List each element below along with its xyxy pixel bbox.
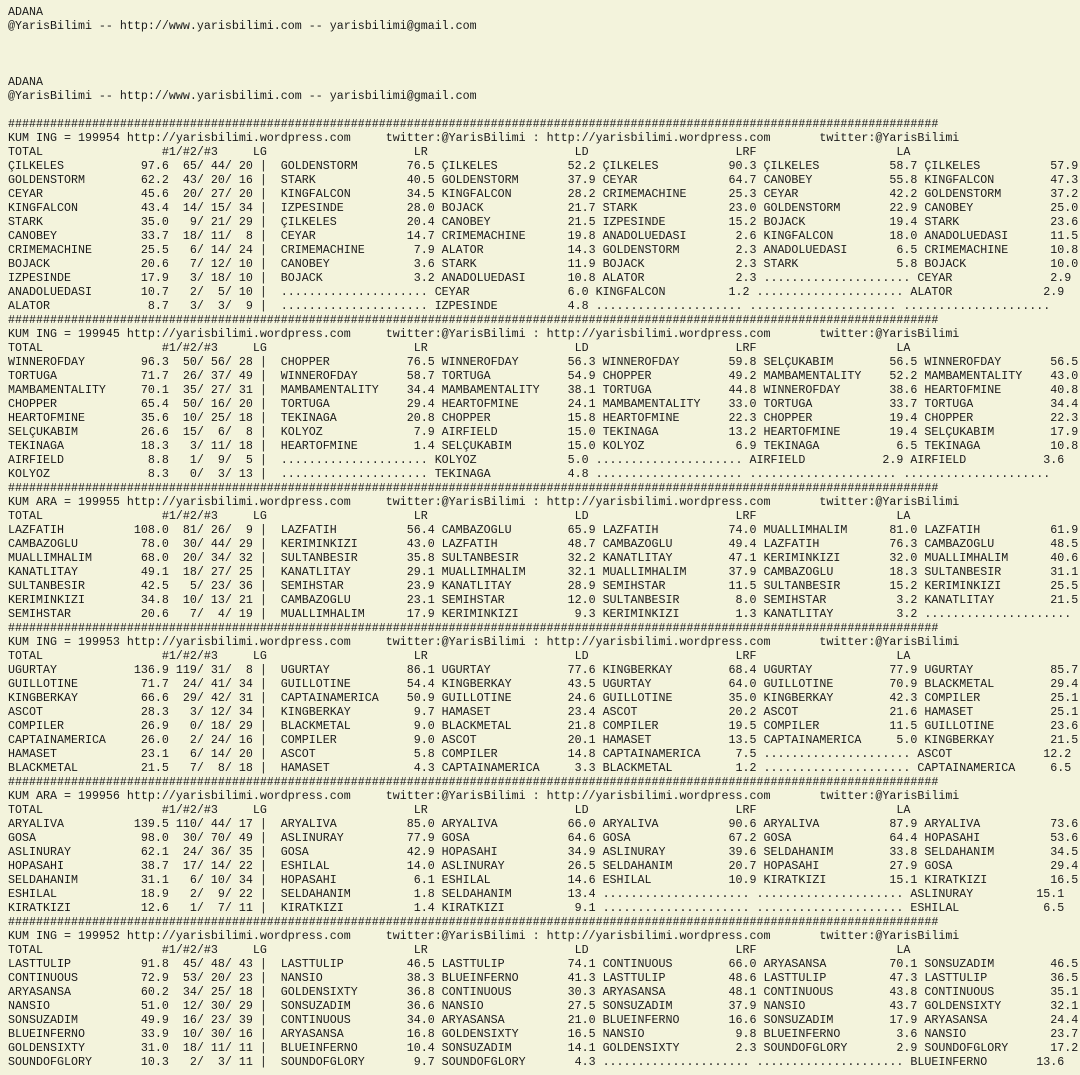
table-row: KINGFALCON 43.4 14/ 15/ 34 | IZPESINDE 28.0 BOJACK 21.7 STARK 23.0 GOLDENSTORM 22.9 CANOBEY 25.0: [8, 201, 1079, 215]
table-row: GOLDENSTORM 62.2 43/ 20/ 16 | STARK 40.5 GOLDENSTORM 37.9 CEYAR 64.7 CANOBEY 55.8 KINGFALCON 47.3: [8, 173, 1079, 187]
table-row: SONSUZADIM 49.9 16/ 23/ 39 | CONTINUOUS 34.0 ARYASANSA 21.0 BLUEINFERNO 16.6 SONSUZADIM 17.9 ARYASANSA 24.4: [8, 1013, 1079, 1027]
table-row: HOPASAHI 38.7 17/ 14/ 22 | ESHILAL 14.0 ASLINURAY 26.5 SELDAHANIM 20.7 HOPASAHI 27.9 GOSA 29.4: [8, 859, 1079, 873]
table-row: CAPTAINAMERICA 26.0 2/ 24/ 16 | COMPILER 9.0 ASCOT 20.1 HAMASET 13.5 CAPTAINAMERICA 5.0 KINGBERKAY 21.5: [8, 733, 1079, 747]
separator-line: #####################################################################################################################################: [8, 775, 939, 789]
column-header: TOTAL #1/#2/#3 LG LR LD LRF LA: [8, 943, 911, 957]
race-info: KUM ING = 199945 http://yarisbilimi.wordpress.com twitter:@YarisBilimi : http://yarisbilimi.wordpress.com twitter:@YarisBilimi: [8, 327, 960, 341]
race-info: KUM ING = 199954 http://yarisbilimi.wordpress.com twitter:@YarisBilimi : http://yarisbilimi.wordpress.com twitter:@YarisBilimi: [8, 131, 960, 145]
separator-line: #####################################################################################################################################: [8, 313, 939, 327]
race-info: KUM ARA = 199956 http://yarisbilimi.wordpress.com twitter:@YarisBilimi : http://yarisbilimi.wordpress.com twitter:@YarisBilimi: [8, 789, 960, 803]
race-info: KUM ING = 199952 http://yarisbilimi.wordpress.com twitter:@YarisBilimi : http://yarisbilimi.wordpress.com twitter:@YarisBilimi: [8, 929, 960, 943]
race-info: KUM ING = 199953 http://yarisbilimi.wordpress.com twitter:@YarisBilimi : http://yarisbilimi.wordpress.com twitter:@YarisBilimi: [8, 635, 960, 649]
table-row: SOUNDOFGLORY 10.3 2/ 3/ 11 | SOUNDOFGLORY 9.7 SOUNDOFGLORY 4.3 ..................... ..................... BLUEINFERNO 13.6: [8, 1055, 1065, 1069]
table-row: COMPILER 26.9 0/ 18/ 29 | BLACKMETAL 9.0 BLACKMETAL 21.8 COMPILER 19.5 COMPILER 11.5 GUILLOTINE 23.6: [8, 719, 1079, 733]
blank-line: [8, 61, 1080, 75]
column-header: TOTAL #1/#2/#3 LG LR LD LRF LA: [8, 145, 911, 159]
table-row: GUILLOTINE 71.7 24/ 41/ 34 | GUILLOTINE 54.4 KINGBERKAY 43.5 UGURTAY 64.0 GUILLOTINE 70.9 BLACKMETAL 29.4: [8, 677, 1079, 691]
separator-line: #####################################################################################################################################: [8, 481, 939, 495]
column-header: TOTAL #1/#2/#3 LG LR LD LRF LA: [8, 803, 911, 817]
race-block: [8, 313, 1080, 481]
table-row: LAZFATIH 108.0 81/ 26/ 9 | LAZFATIH 56.4 CAMBAZOGLU 65.9 LAZFATIH 74.0 MUALLIMHALIM 81.0 LAZFATIH 61.9: [8, 523, 1079, 537]
table-row: BLACKMETAL 21.5 7/ 8/ 18 | HAMASET 4.3 CAPTAINAMERICA 3.3 BLACKMETAL 1.2 ..................... CAPTAINAMERICA 6.5: [8, 761, 1072, 775]
blank-line: [8, 103, 1080, 117]
table-row: TEKINAGA 18.3 3/ 11/ 18 | HEARTOFMINE 1.4 SELÇUKABIM 15.0 KOLYOZ 6.9 TEKINAGA 6.5 TEKINAGA 10.8: [8, 439, 1079, 453]
table-row: BOJACK 20.6 7/ 12/ 10 | CANOBEY 3.6 STARK 11.9 BOJACK 2.3 STARK 5.8 BOJACK 10.0: [8, 257, 1079, 271]
table-row: ALATOR 8.7 3/ 3/ 9 | ..................... IZPESINDE 4.8 ..................... ..................... .....................: [8, 299, 1051, 313]
race-block: [8, 117, 1080, 313]
table-row: GOLDENSIXTY 31.0 18/ 11/ 11 | BLUEINFERNO 10.4 SONSUZADIM 14.1 GOLDENSIXTY 2.3 SOUNDOFGLORY 2.9 SOUNDOFGLORY 17.2: [8, 1041, 1079, 1055]
table-row: ESHILAL 18.9 2/ 9/ 22 | SELDAHANIM 1.8 SELDAHANIM 13.4 ..................... ..................... ASLINURAY 15.1: [8, 887, 1065, 901]
page-title: ADANA: [8, 5, 43, 19]
table-row: UGURTAY 136.9 119/ 31/ 8 | UGURTAY 86.1 UGURTAY 77.6 KINGBERKAY 68.4 UGURTAY 77.9 UGURTAY 85.7: [8, 663, 1079, 677]
table-row: AIRFIELD 8.8 1/ 9/ 5 | ..................... KOLYOZ 5.0 ..................... AIRFIELD 2.9 AIRFIELD 3.6: [8, 453, 1065, 467]
table-row: ASCOT 28.3 3/ 12/ 34 | KINGBERKAY 9.7 HAMASET 23.4 ASCOT 20.2 ASCOT 21.6 HAMASET 25.1: [8, 705, 1079, 719]
contact-line: @YarisBilimi -- http://www.yarisbilimi.com -- yarisbilimi@gmail.com: [8, 19, 477, 33]
table-row: CEYAR 45.6 20/ 27/ 20 | KINGFALCON 34.5 KINGFALCON 28.2 CRIMEMACHINE 25.3 CEYAR 42.2 GOLDENSTORM 37.2: [8, 187, 1079, 201]
table-row: KINGBERKAY 66.6 29/ 42/ 31 | CAPTAINAMERICA 50.9 GUILLOTINE 24.6 GUILLOTINE 35.0 KINGBERKAY 42.3 COMPILER 25.1: [8, 691, 1079, 705]
table-row: MAMBAMENTALITY 70.1 35/ 27/ 31 | MAMBAMENTALITY 34.4 MAMBAMENTALITY 38.1 TORTUGA 44.8 WINNEROFDAY 38.6 HEARTOFMINE 40.8: [8, 383, 1079, 397]
race-block: [8, 621, 1080, 775]
table-row: IZPESINDE 17.9 3/ 18/ 10 | BOJACK 3.2 ANADOLUEDASI 10.8 ALATOR 2.3 ..................... CEYAR 2.9: [8, 271, 1072, 285]
table-row: KERIMINKIZI 34.8 10/ 13/ 21 | CAMBAZOGLU 23.1 SEMIHSTAR 12.0 SULTANBESIR 8.0 SEMIHSTAR 3.2 KANATLITAY 21.5: [8, 593, 1079, 607]
race-block: [8, 915, 1080, 1069]
table-row: ANADOLUEDASI 10.7 2/ 5/ 10 | ..................... CEYAR 6.0 KINGFALCON 1.2 ..................... ALATOR 2.9: [8, 285, 1065, 299]
table-row: MUALLIMHALIM 68.0 20/ 34/ 32 | SULTANBESIR 35.8 SULTANBESIR 32.2 KANATLITAY 47.1 KERIMINKIZI 32.0 MUALLIMHALIM 40.6: [8, 551, 1079, 565]
table-row: GOSA 98.0 30/ 70/ 49 | ASLINURAY 77.9 GOSA 64.6 GOSA 67.2 GOSA 64.4 HOPASAHI 53.6: [8, 831, 1079, 845]
column-header: TOTAL #1/#2/#3 LG LR LD LRF LA: [8, 509, 911, 523]
separator-line: #####################################################################################################################################: [8, 915, 939, 929]
table-row: SELÇUKABIM 26.6 15/ 6/ 8 | KOLYOZ 7.9 AIRFIELD 15.0 TEKINAGA 13.2 HEARTOFMINE 19.4 SELÇUKABIM 17.9: [8, 425, 1079, 439]
table-row: SELDAHANIM 31.1 6/ 10/ 34 | HOPASAHI 6.1 ESHILAL 14.6 ESHILAL 10.9 KIRATKIZI 15.1 KIRATKIZI 16.5: [8, 873, 1079, 887]
table-row: KOLYOZ 8.3 0/ 3/ 13 | ..................... TEKINAGA 4.8 ..................... ..................... .....................: [8, 467, 1051, 481]
table-row: STARK 35.0 9/ 21/ 29 | ÇILKELES 20.4 CANOBEY 21.5 IZPESINDE 15.2 BOJACK 19.4 STARK 23.6: [8, 215, 1079, 229]
table-row: TORTUGA 71.7 26/ 37/ 49 | WINNEROFDAY 58.7 TORTUGA 54.9 CHOPPER 49.2 MAMBAMENTALITY 52.2 MAMBAMENTALITY 43.0: [8, 369, 1079, 383]
separator-line: #####################################################################################################################################: [8, 621, 939, 635]
table-row: CAMBAZOGLU 78.0 30/ 44/ 29 | KERIMINKIZI 43.0 LAZFATIH 48.7 CAMBAZOGLU 49.4 LAZFATIH 76.3 CAMBAZOGLU 48.5: [8, 537, 1079, 551]
table-row: SULTANBESIR 42.5 5/ 23/ 36 | SEMIHSTAR 23.9 KANATLITAY 28.9 SEMIHSTAR 11.5 SULTANBESIR 15.2 KERIMINKIZI 25.5: [8, 579, 1079, 593]
table-row: WINNEROFDAY 96.3 50/ 56/ 28 | CHOPPER 76.5 WINNEROFDAY 56.3 WINNEROFDAY 59.8 SELÇUKABIM 56.5 WINNEROFDAY 56.5: [8, 355, 1079, 369]
table-row: CRIMEMACHINE 25.5 6/ 14/ 24 | CRIMEMACHINE 7.9 ALATOR 14.3 GOLDENSTORM 2.3 ANADOLUEDASI 6.5 CRIMEMACHINE 10.8: [8, 243, 1079, 257]
table-row: CANOBEY 33.7 18/ 11/ 8 | CEYAR 14.7 CRIMEMACHINE 19.8 ANADOLUEDASI 2.6 KINGFALCON 18.0 ANADOLUEDASI 11.5: [8, 229, 1079, 243]
race-block: [8, 481, 1080, 621]
race-info: KUM ARA = 199955 http://yarisbilimi.wordpress.com twitter:@YarisBilimi : http://yarisbilimi.wordpress.com twitter:@YarisBilimi: [8, 495, 960, 509]
column-header: TOTAL #1/#2/#3 LG LR LD LRF LA: [8, 341, 911, 355]
race-block: [8, 775, 1080, 915]
table-row: CHOPPER 65.4 50/ 16/ 20 | TORTUGA 29.4 HEARTOFMINE 24.1 MAMBAMENTALITY 33.0 TORTUGA 33.7 TORTUGA 34.4: [8, 397, 1079, 411]
column-header: TOTAL #1/#2/#3 LG LR LD LRF LA: [8, 649, 911, 663]
table-row: SEMIHSTAR 20.6 7/ 4/ 19 | MUALLIMHALIM 17.9 KERIMINKIZI 9.3 KERIMINKIZI 1.3 KANATLITAY 3.2 .....................: [8, 607, 1072, 621]
table-row: ÇILKELES 97.6 65/ 44/ 20 | GOLDENSTORM 76.5 ÇILKELES 52.2 ÇILKELES 90.3 ÇILKELES 58.7 ÇILKELES 57.9: [8, 159, 1079, 173]
table-row: LASTTULIP 91.8 45/ 48/ 43 | LASTTULIP 46.5 LASTTULIP 74.1 CONTINUOUS 66.0 ARYASANSA 70.1 SONSUZADIM 46.5: [8, 957, 1079, 971]
table-row: ARYALIVA 139.5 110/ 44/ 17 | ARYALIVA 85.0 ARYALIVA 66.0 ARYALIVA 90.6 ARYALIVA 87.9 ARYALIVA 73.6: [8, 817, 1079, 831]
table-row: HAMASET 23.1 6/ 14/ 20 | ASCOT 5.8 COMPILER 14.8 CAPTAINAMERICA 7.5 ..................... ASCOT 12.2: [8, 747, 1072, 761]
contact-line-repeat: @YarisBilimi -- http://www.yarisbilimi.com -- yarisbilimi@gmail.com: [8, 89, 477, 103]
page-title-repeat: ADANA: [8, 75, 43, 89]
table-row: KANATLITAY 49.1 18/ 27/ 25 | KANATLITAY 29.1 MUALLIMHALIM 32.1 MUALLIMHALIM 37.9 CAMBAZOGLU 18.3 SULTANBESIR 31.1: [8, 565, 1079, 579]
table-row: BLUEINFERNO 33.9 10/ 30/ 16 | ARYASANSA 16.8 GOLDENSIXTY 16.5 NANSIO 9.8 BLUEINFERNO 3.6 NANSIO 23.7: [8, 1027, 1079, 1041]
race-tables: [8, 117, 1080, 1069]
blank-line: [8, 33, 1080, 47]
table-row: HEARTOFMINE 35.6 10/ 25/ 18 | TEKINAGA 20.8 CHOPPER 15.8 HEARTOFMINE 22.3 CHOPPER 19.4 CHOPPER 22.3: [8, 411, 1079, 425]
table-row: ASLINURAY 62.1 24/ 36/ 35 | GOSA 42.9 HOPASAHI 34.9 ASLINURAY 39.6 SELDAHANIM 33.8 SELDAHANIM 34.5: [8, 845, 1079, 859]
table-row: NANSIO 51.0 12/ 30/ 29 | SONSUZADIM 36.6 NANSIO 27.5 SONSUZADIM 37.9 NANSIO 43.7 GOLDENSIXTY 32.1: [8, 999, 1079, 1013]
blank-line: [8, 47, 1080, 61]
table-row: ARYASANSA 60.2 34/ 25/ 18 | GOLDENSIXTY 36.8 CONTINUOUS 30.3 ARYASANSA 48.1 CONTINUOUS 43.8 CONTINUOUS 35.1: [8, 985, 1079, 999]
separator-line: #####################################################################################################################################: [8, 117, 939, 131]
table-row: CONTINUOUS 72.9 53/ 20/ 23 | NANSIO 38.3 BLUEINFERNO 41.3 LASTTULIP 48.6 LASTTULIP 47.3 LASTTULIP 36.5: [8, 971, 1079, 985]
table-row: KIRATKIZI 12.6 1/ 7/ 11 | KIRATKIZI 1.4 KIRATKIZI 9.1 ..................... ..................... ESHILAL 6.5: [8, 901, 1065, 915]
